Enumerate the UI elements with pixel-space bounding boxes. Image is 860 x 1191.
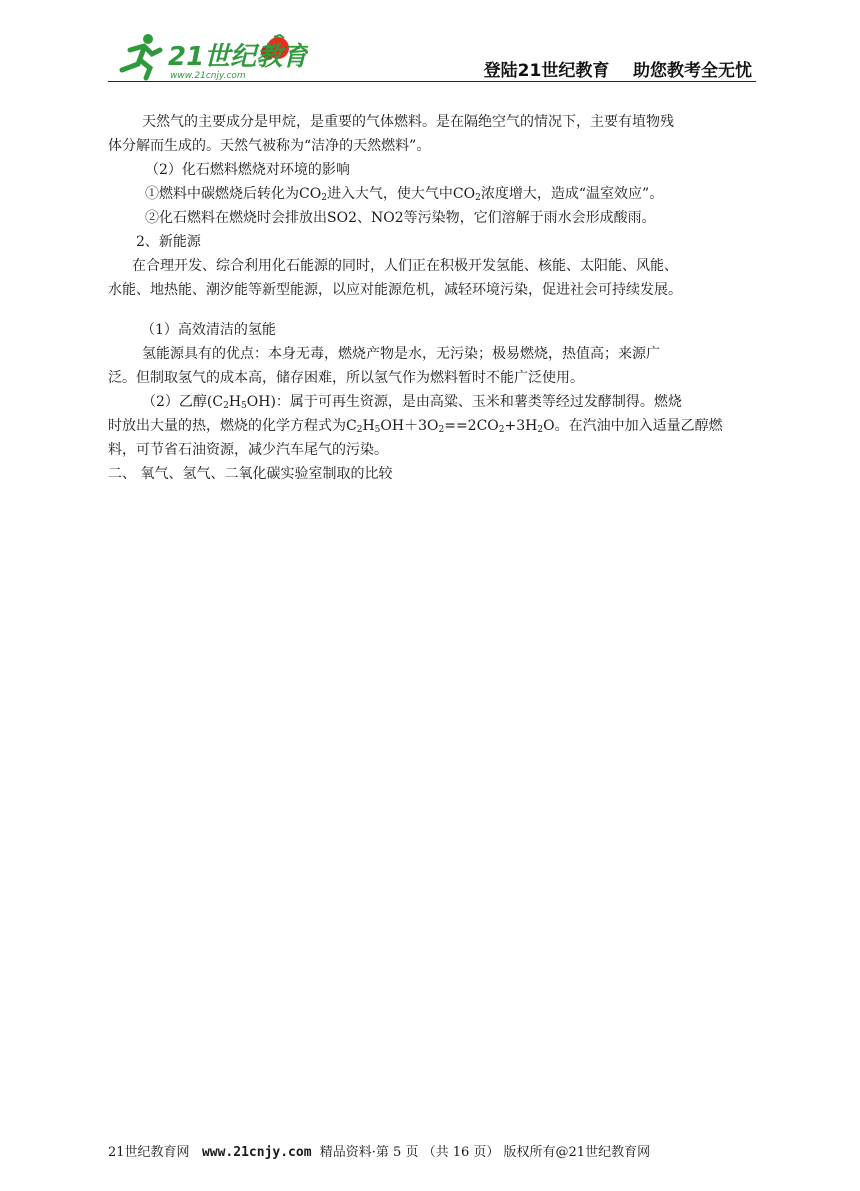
svg-text:www.21cnjy.com: www.21cnjy.com (170, 71, 246, 81)
header-divider (108, 81, 756, 82)
section-heading-gas-comparison: 二、 氧气、氢气、二氧化碳实验室制取的比较 (108, 466, 393, 482)
svg-text:21世纪教育: 21世纪教育 (168, 42, 308, 72)
footer-left-text: 21世纪教育网 (108, 1145, 202, 1160)
heading-hydrogen: （1）高效清洁的氢能 (141, 322, 276, 338)
text: （2）乙醇(C (142, 394, 224, 410)
text: O。在汽油中加入适量乙醇燃 (543, 418, 723, 434)
paragraph-ethanol-line3: 料，可节省石油资源，减少汽车尾气的污染。 (108, 442, 388, 458)
text: 时放出大量的热，燃烧的化学方程式为C (108, 418, 357, 434)
subscript: 2 (498, 425, 505, 435)
subscript: 2 (537, 425, 544, 435)
text: +3H (504, 418, 538, 434)
text: 体分解而生成的。天然气被称为“洁净的天然燃料”。 (108, 138, 431, 154)
text: H (362, 418, 375, 434)
paragraph-ethanol-line2 (108, 414, 756, 438)
text: OH＋3O (380, 418, 439, 434)
subscript: 2 (223, 401, 229, 411)
text: H (228, 394, 242, 410)
heading-new-energy: 2、新能源 (136, 234, 201, 250)
list-item-acid-rain: ②化石燃料在燃烧时会排放出SO2、NO2等污染物，它们溶解于雨水会形成酸雨。 (145, 210, 656, 226)
text: 进入大气，使大气中CO (326, 186, 476, 202)
page-header (108, 30, 756, 82)
subscript: 5 (241, 401, 247, 411)
paragraph-natural-gas-line1: 天然气的主要成分是甲烷，是重要的气体燃料。是在隔绝空气的情况下，主要有埴物残 (142, 114, 674, 130)
text: ==2CO (444, 418, 499, 434)
paragraph-hydrogen-line1: 氢能源具有的优点：本身无毒，燃烧产物是水，无污染；极易燃烧，热值高；来源广 (142, 346, 660, 362)
paragraph-natural-gas-line2 (108, 134, 756, 158)
text: 浓度增大，造成“温室效应”。 (480, 186, 664, 202)
subscript: 2 (356, 425, 363, 435)
logo-graphic (108, 30, 308, 82)
subscript: 2 (321, 193, 327, 203)
footer-site-link[interactable]: www.21cnjy.com (201, 1145, 312, 1160)
footer-right-text: 精品资料·第 5 页 （共 16 页） 版权所有@21世纪教育网 (311, 1145, 651, 1160)
subscript: 5 (374, 425, 381, 435)
list-item-greenhouse (108, 182, 756, 206)
paragraph-ethanol-line1 (108, 390, 756, 414)
page-footer (108, 1141, 756, 1160)
text: OH)：属于可再生资源，是由高粱、玉米和薯类等经过发酵制得。燃烧 (246, 394, 682, 410)
paragraph-new-energy-line2: 水能、地热能、潮汐能等新型能源，以应对能源危机，减轻环境污染，促进社会可持续发展。 (108, 282, 682, 298)
document-body (108, 110, 756, 486)
paragraph-new-energy-line1: 在合理开发、综合利用化石能源的同时，人们正在积极开发氢能、核能、太阳能、风能、 (132, 258, 678, 274)
header-slogan: 登陆21世纪教育 助您教考全无忧 (483, 61, 752, 81)
logo (108, 30, 308, 82)
paragraph-hydrogen-line2: 泛。但制取氢气的成本高，储存困难，所以氢气作为燃料暂时不能广泛使用。 (108, 370, 584, 386)
subscript: 2 (475, 193, 481, 203)
text: ①燃料中碳燃烧后转化为CO (145, 186, 322, 202)
subscript: 2 (438, 425, 445, 435)
heading-environment-impact: （2）化石燃料燃烧对环境的影响 (145, 162, 350, 178)
